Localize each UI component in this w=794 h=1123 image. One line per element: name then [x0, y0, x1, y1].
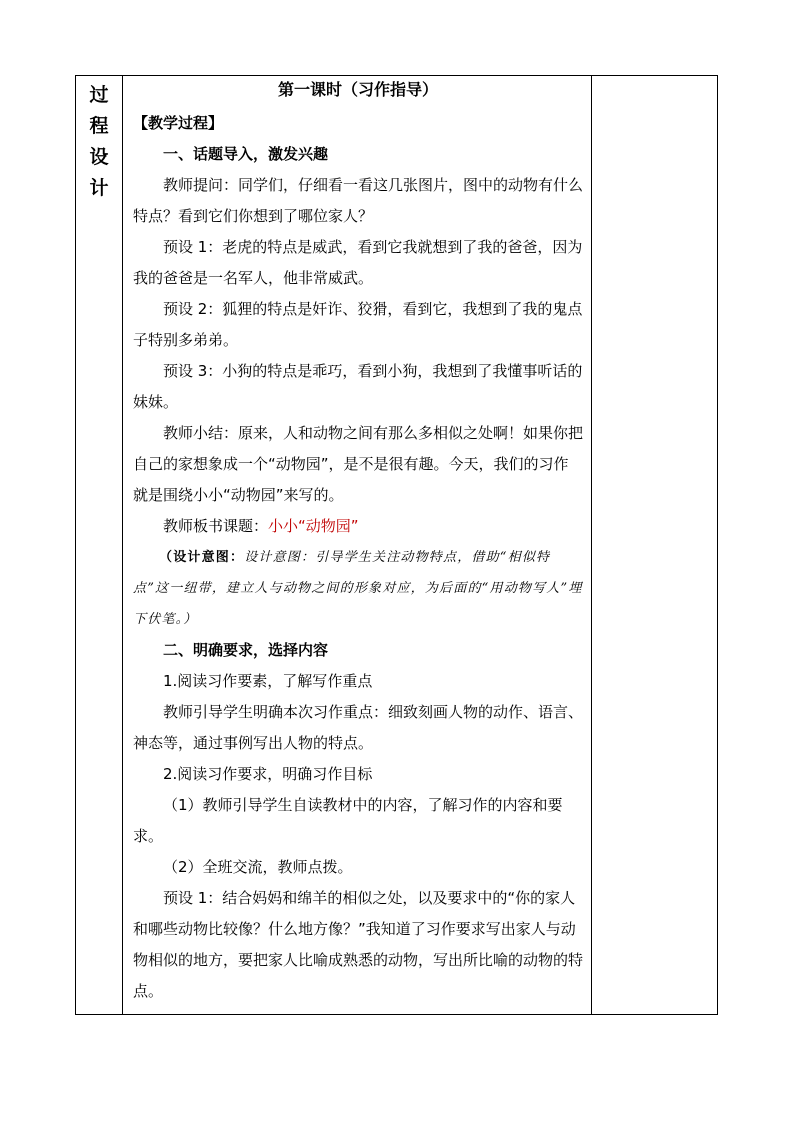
column-divider-right: [591, 76, 592, 1014]
paragraph: 教师引导学生明确本次习作重点：细致刻画人物的动作、语言、神态等，通过事例写出人物的特点。: [133, 703, 584, 752]
subheading: 2.阅读习作要求，明确习作目标: [163, 765, 373, 783]
lesson-title: 第一课时（习作指导）: [277, 80, 438, 99]
section-heading-1: 一、话题导入，激发兴趣: [163, 145, 329, 163]
side-label-char: 计: [89, 177, 109, 199]
teaching-process-heading: 【教学过程】: [133, 114, 224, 132]
side-label-char: 程: [89, 115, 109, 137]
paragraph: 教师小结：原来，人和动物之间有那么多相似之处啊！如果你把自己的家想象成一个“动物园”，是不是很有趣。今天，我们的习作就是围绕小小“动物园”来写的。: [133, 424, 584, 504]
lesson-content: [123, 76, 591, 1007]
paragraph: 预设 2：狐狸的特点是奸诈、狡猾，看到它，我想到了我的鬼点子特别多弟弟。: [133, 300, 583, 349]
board-topic: 小小“动物园”: [268, 517, 359, 535]
process-design-label: [76, 76, 122, 204]
design-intent-label: （设计意图：: [159, 550, 245, 565]
paragraph: （1）教师引导学生自读教材中的内容，了解习作的内容和要求。: [133, 796, 563, 845]
subheading: 1.阅读习作要素，了解写作重点: [163, 672, 373, 690]
design-intent-text: 设计意图：引导学生关注动物特点，借助“相似特点”这一纽带，建立人与动物之间的形象对应，为后面的“用动物写人”埋下伏笔。）: [133, 550, 583, 627]
design-intent: [133, 542, 583, 635]
side-label-char: 过: [89, 84, 109, 106]
board-topic-line: [133, 511, 583, 542]
paragraph: 预设 1：结合妈妈和绵羊的相似之处，以及要求中的“你的家人和哪些动物比较像？什么地方像？”我知道了习作要求写出家人与动物相似的地方，要把家人比喻成熟悉的动物，写出所比喻的动物的特点。: [133, 889, 584, 1000]
paragraph: 预设 3：小狗的特点是乖巧，看到小狗，我想到了我懂事听话的妹妹。: [133, 362, 583, 411]
side-label-char: 设: [89, 146, 109, 168]
lesson-table: [75, 75, 718, 1015]
section-heading-2: 二、明确要求，选择内容: [163, 641, 329, 659]
board-topic-lead: 教师板书课题：: [163, 517, 269, 535]
paragraph: 教师提问：同学们，仔细看一看这几张图片，图中的动物有什么特点？看到它们你想到了哪位家人？: [133, 176, 584, 225]
paragraph: （2）全班交流，教师点拨。: [163, 858, 353, 876]
paragraph: 预设 1：老虎的特点是威武，看到它我就想到了我的爸爸，因为我的爸爸是一名军人，他非常威武。: [133, 238, 583, 287]
